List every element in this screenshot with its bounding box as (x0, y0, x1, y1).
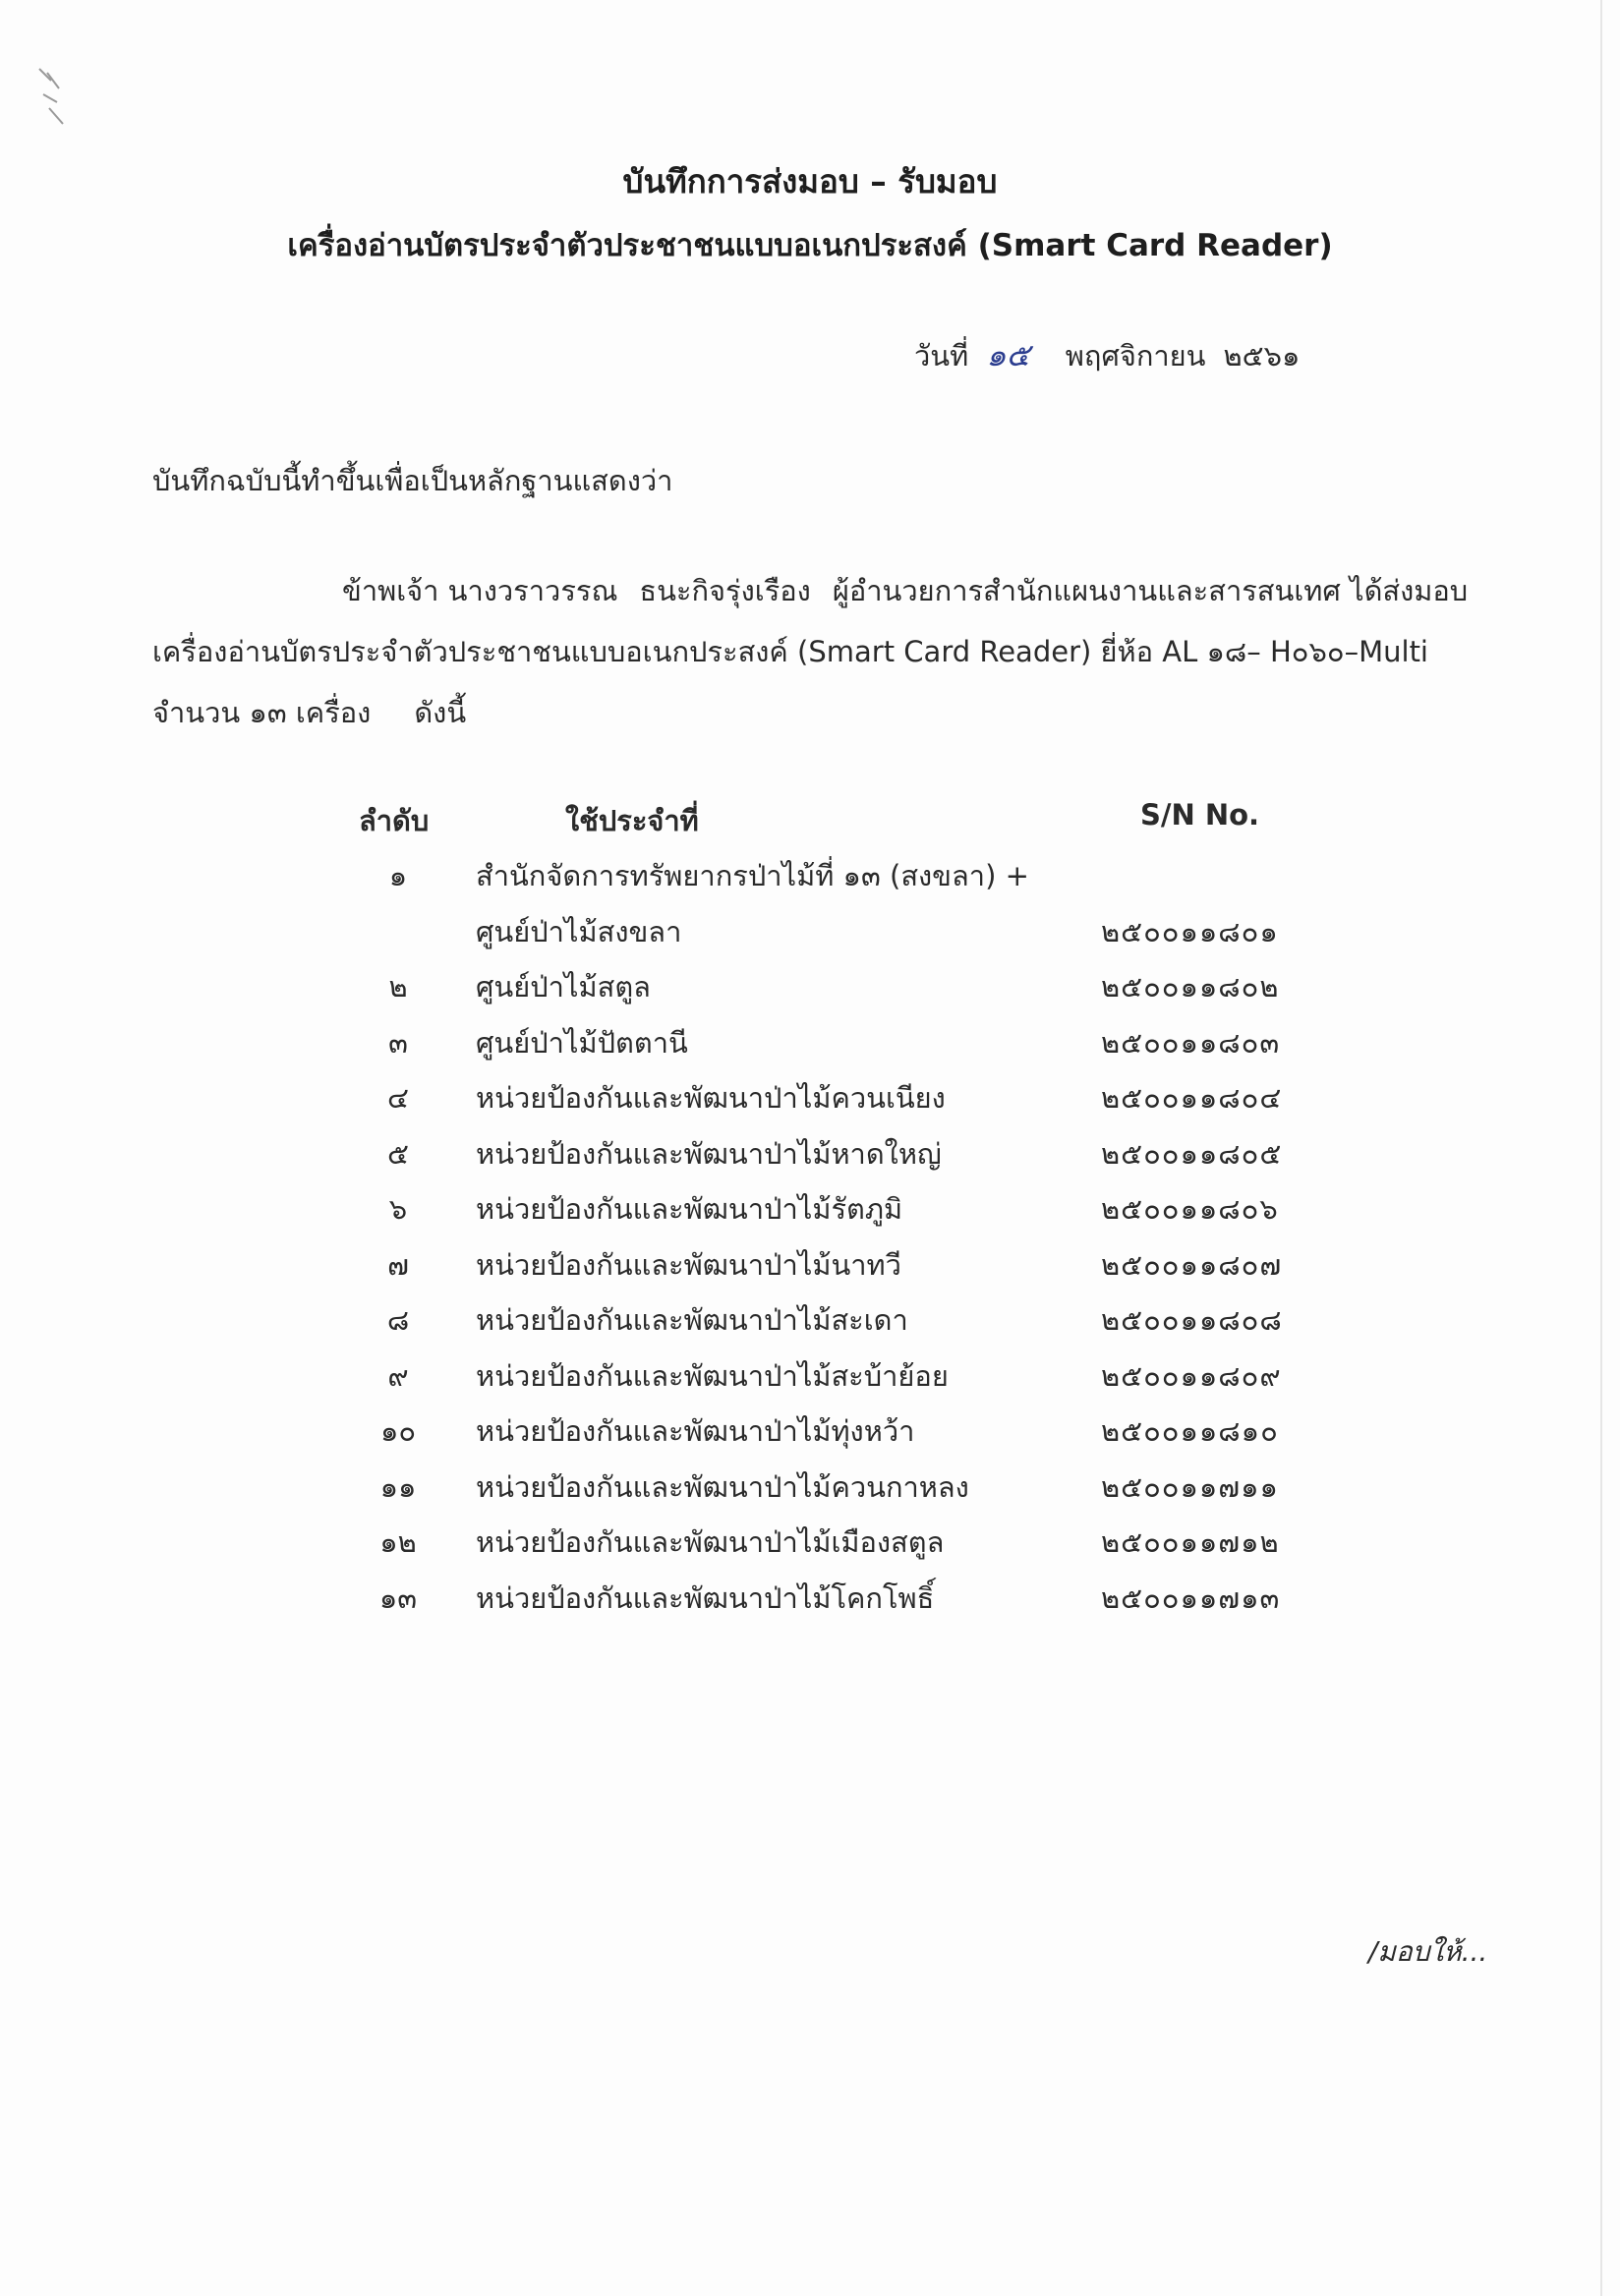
date-day-handwritten: ๑๕ (986, 336, 1030, 373)
date-month: พฤศจิกายน (1065, 339, 1206, 373)
table-row-no: ๖ (388, 1192, 408, 1226)
table-row-location: สำนักจัดการทรัพยากรป่าไม้ที่ ๑๓ (สงขลา) + (476, 859, 1029, 892)
table-row-sn: ๒๕๐๐๑๑๘๐๙ (1101, 1359, 1282, 1393)
table-row-sn: ๒๕๐๐๑๑๗๑๑ (1101, 1470, 1279, 1504)
table-row-sn: ๒๕๐๐๑๑๘๑๐ (1101, 1414, 1279, 1448)
intro-paragraph: บันทึกฉบับนี้ทำขึ้นเพื่อเป็นหลักฐานแสดงว่า (152, 464, 673, 497)
table-row-location: หน่วยป้องกันและพัฒนาป่าไม้ควนกาหลง (476, 1470, 969, 1504)
table-row-no: ๙ (387, 1359, 409, 1393)
table-row-location: หน่วยป้องกันและพัฒนาป่าไม้โคกโพธิ์ (476, 1581, 935, 1615)
body-line-3-as-follows: ดังนี้ (414, 696, 467, 729)
table-row-sn: ๒๕๐๐๑๑๗๑๒ (1101, 1525, 1280, 1559)
body-line-1-name: ข้าพเจ้า นางวราวรรณ (342, 574, 618, 607)
table-row-no: ๕ (387, 1137, 409, 1171)
document-title: บันทึกการส่งมอบ – รับมอบ (622, 162, 998, 201)
document-subtitle: เครื่องอ่านบัตรประจำตัวประชาชนแบบอเนกประสงค์ (Smart Card Reader) (287, 228, 1333, 263)
table-row-no: ๑ (388, 859, 408, 892)
scan-edge-line (1600, 0, 1602, 2296)
table-row-no: ๔ (387, 1081, 409, 1115)
table-row-no: ๑๑ (379, 1470, 417, 1504)
table-row-location: หน่วยป้องกันและพัฒนาป่าไม้รัตภูมิ (476, 1192, 903, 1226)
table-row-no: ๑๒ (379, 1525, 417, 1559)
table-row-location: หน่วยป้องกันและพัฒนาป่าไม้สะเดา (476, 1303, 908, 1337)
body-line-1 (342, 568, 1468, 613)
table-row-no: ๒ (388, 970, 408, 1004)
table-row-no: ๘ (386, 1303, 410, 1337)
table-header-no: ลำดับ (359, 804, 430, 837)
table-row-location: ศูนย์ป่าไม้ปัตตานี (476, 1026, 688, 1060)
document-date (914, 330, 1300, 380)
table-row-location: หน่วยป้องกันและพัฒนาป่าไม้เมืองสตูล (476, 1525, 945, 1559)
table-row-location: ศูนย์ป่าไม้สตูล (476, 970, 651, 1004)
table-row-location: หน่วยป้องกันและพัฒนาป่าไม้ควนเนียง (476, 1081, 946, 1115)
table-row-no: ๓ (388, 1026, 408, 1060)
table-row-location: หน่วยป้องกันและพัฒนาป่าไม้หาดใหญ่ (476, 1137, 942, 1171)
table-row-location: หน่วยป้องกันและพัฒนาป่าไม้สะบ้าย้อย (476, 1359, 949, 1393)
body-line-1-position: ผู้อำนวยการสำนักแผนงานและสารสนเทศ ได้ส่งมอบ (832, 574, 1469, 607)
table-row-sn: ๒๕๐๐๑๑๘๐๘ (1101, 1303, 1283, 1337)
date-year: ๒๕๖๑ (1223, 339, 1301, 373)
table-row-no: ๑๐ (379, 1414, 417, 1448)
table-row-sn: ๒๕๐๐๑๑๘๐๓ (1101, 1026, 1281, 1060)
table-row-sn: ๒๕๐๐๑๑๘๐๔ (1101, 1081, 1283, 1115)
table-row-location: ศูนย์ป่าไม้สงขลา (476, 915, 682, 948)
table-row-sn: ๒๕๐๐๑๑๗๑๓ (1101, 1581, 1281, 1615)
table-row-sn: ๒๕๐๐๑๑๘๐๕ (1101, 1137, 1283, 1171)
date-prefix: วันที่ (914, 339, 969, 373)
table-row-no: ๗ (387, 1248, 409, 1282)
continuation-note: /มอบให้... (1368, 1935, 1488, 1968)
body-line-2: เครื่องอ่านบัตรประจำตัวประชาชนแบบอเนกประสงค์ (Smart Card Reader) ยี่ห้อ AL ๑๘– H๐๖๐–Multi (152, 635, 1428, 668)
table-header-sn: S/N No. (1140, 798, 1260, 832)
scan-mark-icon (29, 59, 79, 138)
table-header-location: ใช้ประจำที่ (565, 804, 699, 837)
table-row-location: หน่วยป้องกันและพัฒนาป่าไม้ทุ่งหว้า (476, 1414, 915, 1448)
table-row-sn: ๒๕๐๐๑๑๘๐๒ (1101, 970, 1280, 1004)
table-row-sn: ๒๕๐๐๑๑๘๐๑ (1101, 915, 1279, 948)
body-line-3-quantity: จำนวน ๑๓ เครื่อง (152, 696, 372, 729)
table-row-sn: ๒๕๐๐๑๑๘๐๗ (1101, 1248, 1283, 1282)
table-row-location: หน่วยป้องกันและพัฒนาป่าไม้นาทวี (476, 1248, 901, 1282)
body-line-3 (152, 690, 466, 735)
table-row-sn: ๒๕๐๐๑๑๘๐๖ (1101, 1192, 1279, 1226)
table-row-no: ๑๓ (378, 1581, 418, 1615)
body-line-1-surname: ธนะกิจรุ่งเรือง (639, 574, 811, 607)
